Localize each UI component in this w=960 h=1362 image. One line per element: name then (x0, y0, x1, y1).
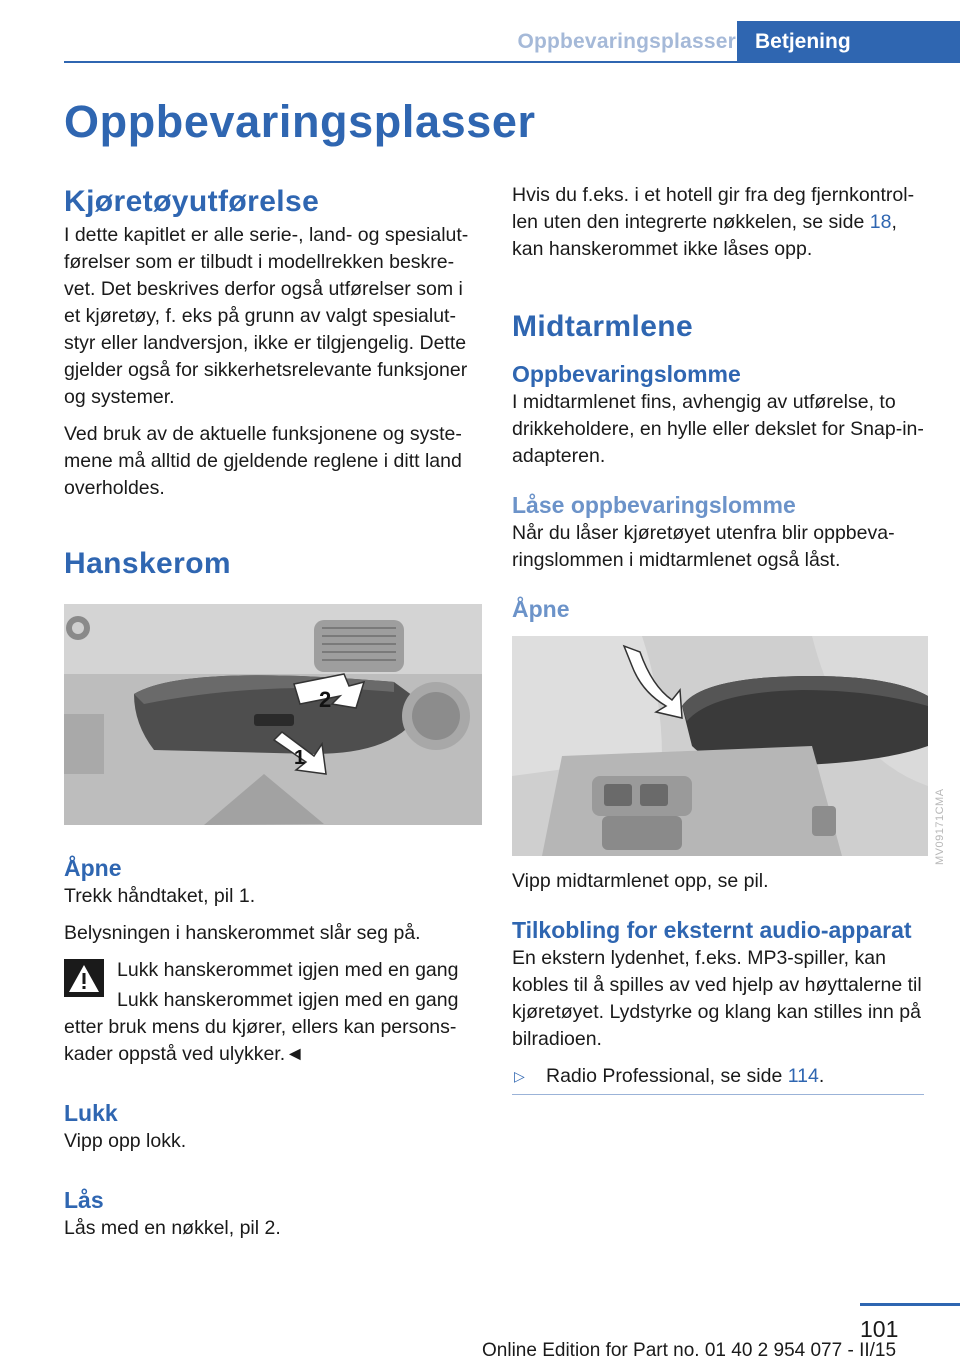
bullet-triangle-icon: ▷ (514, 1068, 525, 1084)
vehicle-paragraph-1: I dette kapitlet er alle serie-, land- og spesialut-førelser som er tilbudt i modellrekken beskre-vet. Det beskrives derfor også utførelser som i et kjøretøy, f. eks på grunn av valgt spesialut-styr eller landversjon, ikke er tilgjengelig. Dette gjelder også for sikkerhetsrelevante funksjoner og systemer. (64, 224, 469, 408)
armrest-image (512, 636, 928, 856)
compartment-heading: Oppbevaringslomme (512, 361, 741, 387)
page-link-18[interactable]: 18 (869, 211, 892, 233)
page-link-114[interactable]: 114 (787, 1065, 819, 1087)
remote-paragraph: Hvis du f.eks. i et hotell gir fra deg fjernkontrol-len uten den integrerte nøkkelen, se side 18, kan hanskerommet ikke låses opp. (512, 184, 915, 260)
warning-title: Lukk hanskerommet igjen med en gang (117, 959, 459, 981)
armrest-heading: Midtarmlene (512, 310, 694, 343)
page-title: Oppbevaringsplasser (64, 96, 536, 147)
warning-body-first: Lukk hanskerommet igjen med en gang (117, 989, 459, 1011)
glovebox-heading: Hanskerom (64, 547, 232, 580)
header-section-title: Oppbevaringsplasser (517, 30, 736, 53)
lock-compartment-heading: Låse oppbevaringslomme (512, 492, 796, 518)
photo-id: MV09171CMA (934, 788, 946, 865)
svg-text:1: 1 (294, 747, 306, 769)
glovebox-open-heading: Åpne (64, 855, 122, 881)
footer-edition: Online Edition for Part no. 01 40 2 954 077 - II/15 (482, 1340, 897, 1361)
header-tab-betjening[interactable]: Betjening (737, 21, 960, 63)
warning-block (64, 957, 482, 1068)
audio-heading: Tilkobling for eksternt audio-apparat (512, 917, 912, 943)
close-heading: Lukk (64, 1100, 118, 1126)
lock-paragraph: Lås med en nøkkel, pil 2. (64, 1217, 281, 1239)
warning-body-rest: etter bruk mens du kjører, ellers kan persons-kader oppstå ved ulykker.◄ (64, 1016, 457, 1065)
warning-triangle-icon (64, 959, 104, 997)
audio-paragraph: En ekstern lydenhet, f.eks. MP3-spiller, kan kobles til å spilles av ved hjelp av høyttalerne til kjøretøyet. Lydstyrke og klang kan stilles inn på bilradioen. (512, 947, 922, 1050)
close-paragraph: Vipp opp lokk. (64, 1130, 187, 1152)
bullet-rule (512, 1094, 924, 1095)
tilt-paragraph: Vipp midtarmlenet opp, se pil. (512, 870, 769, 892)
glovebox-image (64, 604, 482, 825)
lock-heading: Lås (64, 1187, 104, 1213)
footer-rule (860, 1303, 960, 1306)
bullet-radio-professional: ▷ Radio Professional, se side 114. (512, 1063, 932, 1090)
glovebox-open-paragraph-1: Trekk håndtaket, pil 1. (64, 885, 256, 907)
page-number: 101 (860, 1316, 899, 1342)
vehicle-heading: Kjøretøyutførelse (64, 185, 320, 218)
left-column (64, 182, 482, 1242)
right-column (512, 182, 932, 1095)
armrest-open-heading: Åpne (512, 596, 570, 622)
svg-text:2: 2 (319, 687, 332, 712)
header-rule (64, 61, 960, 63)
compartment-paragraph: I midtarmlenet fins, avhengig av utførelse, to drikkeholdere, en hylle eller dekslet for Snap-in-adapteren. (512, 391, 924, 467)
lock-compartment-paragraph: Når du låser kjøretøyet utenfra blir oppbeva-ringslommen i midtarmlenet også låst. (512, 522, 895, 571)
vehicle-paragraph-2: Ved bruk av de aktuelle funksjonene og syste-mene må alltid de gjeldende reglene i ditt land overholdes. (64, 423, 462, 499)
glovebox-open-paragraph-2: Belysningen i hanskerommet slår seg på. (64, 922, 421, 944)
